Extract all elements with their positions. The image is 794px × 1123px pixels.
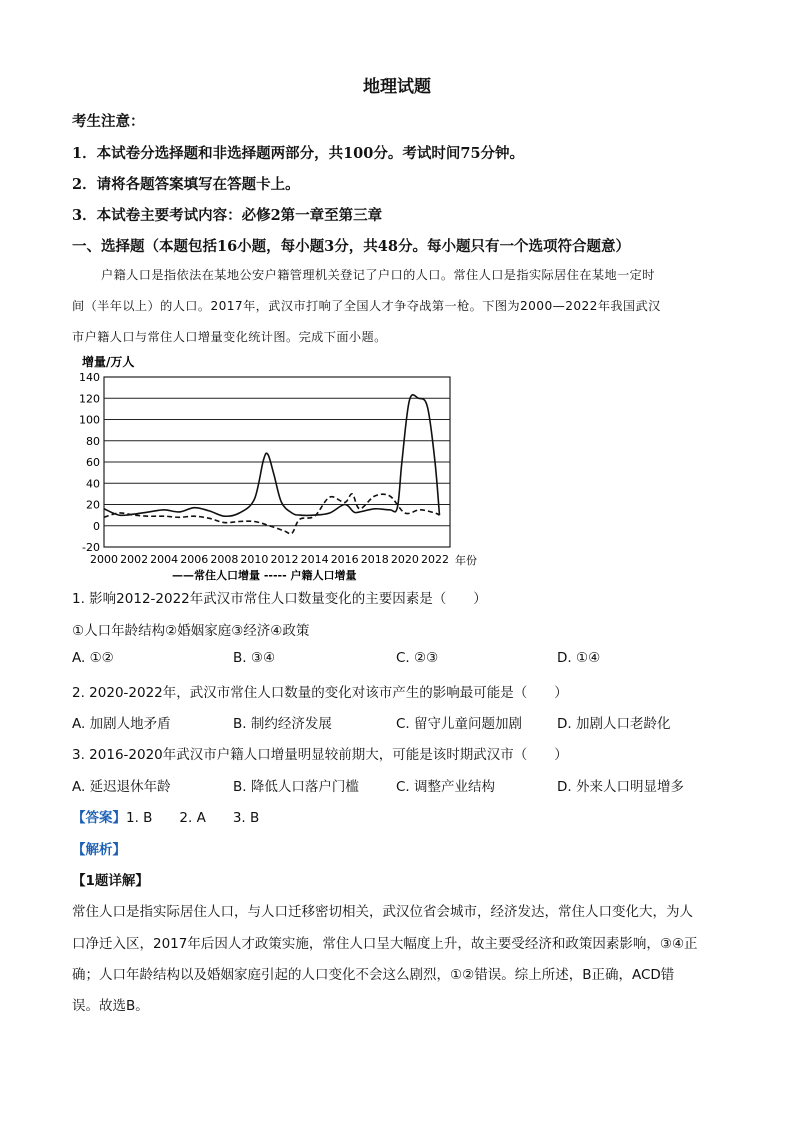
question-3-stem: 3. 2016-2020年武汉市户籍人口增量明显较前期大，可能是该时期武汉市（ ） — [72, 747, 568, 763]
section-heading: 一、选择题（本题包括16小题，每小题3分，共48分。每小题只有一个选项符合题意） — [72, 238, 630, 255]
detail-line: 常住人口是指实际居住人口，与人口迁移密切相关，武汉位省会城市，经济发达，常住人口变化大，为人 — [72, 904, 693, 920]
legend: ——常住人口增量 ----- 户籍人口增量 — [172, 569, 357, 582]
option: A. ①② — [72, 650, 114, 666]
answer-text: 1. B 2. A 3. B — [126, 810, 260, 826]
option: D. 加剧人口老龄化 — [557, 716, 671, 732]
notice-item: 1．本试卷分选择题和非选择题两部分，共100分。考试时间75分钟。 — [72, 145, 525, 162]
y-axis-label: 增量/万人 — [82, 355, 135, 369]
notice-heading: 考生注意： — [72, 113, 145, 130]
answer-tag: 【答案】 — [72, 810, 126, 826]
option: A. 延迟退休年龄 — [72, 779, 171, 795]
option: C. 调整产业结构 — [396, 779, 496, 795]
option: C. ②③ — [396, 650, 439, 666]
intro-line: 市户籍人口与常住人口增量变化统计图。完成下面小题。 — [72, 330, 387, 344]
x-tick-label: 2004 — [150, 553, 179, 566]
detail-line: 口净迁入区，2017年后因人才政策实施，常住人口呈大幅度上升，故主要受经济和政策因素影响，③④正 — [72, 936, 698, 952]
detail-tag: 【1题详解】 — [72, 873, 149, 889]
notice-item: 3．本试卷主要考试内容：必修2第一章至第三章 — [72, 207, 383, 224]
y-tick-label: 0 — [93, 519, 100, 533]
series-line-changzhu — [104, 395, 440, 517]
x-tick-label: 2012 — [270, 553, 299, 566]
option: D. 外来人口明显增多 — [557, 779, 684, 795]
y-tick-label: 20 — [86, 498, 100, 512]
y-tick-label: 120 — [79, 392, 100, 406]
y-tick-label: 40 — [86, 477, 100, 491]
question-1-sub: ①人口年龄结构②婚姻家庭③经济④政策 — [72, 623, 310, 639]
option: B. 降低人口落户门槛 — [233, 779, 359, 795]
series-line-huji — [104, 494, 440, 534]
x-axis-label: 年份 — [455, 554, 477, 567]
y-tick-label: 60 — [86, 456, 100, 469]
x-tick-label: 2010 — [240, 553, 269, 566]
option: A. 加剧人地矛盾 — [72, 716, 171, 732]
option: B. ③④ — [233, 650, 276, 666]
option: B. 制约经济发展 — [233, 716, 332, 732]
page-title: 地理试题 — [363, 77, 431, 97]
population-chart — [60, 352, 490, 582]
y-tick-label: 80 — [86, 434, 100, 448]
x-tick-label: 2000 — [90, 553, 118, 566]
x-tick-label: 2018 — [360, 553, 389, 566]
y-tick-label: 100 — [79, 413, 100, 427]
x-tick-label: 2014 — [300, 553, 329, 566]
detail-line: 误。故选B。 — [72, 998, 149, 1014]
x-tick-label: 2020 — [390, 553, 419, 566]
option: C. 留守儿童问题加剧 — [396, 716, 523, 732]
answer-line — [72, 806, 259, 826]
y-tick-label: -20 — [82, 541, 100, 554]
question-1-stem: 1. 影响2012-2022年武汉市常住人口数量变化的主要因素是（ ） — [72, 591, 487, 607]
analysis-tag: 【解析】 — [72, 842, 126, 858]
x-tick-label: 2022 — [420, 553, 449, 566]
detail-line: 确；人口年龄结构以及婚姻家庭引起的人口变化不会这么剧烈，①②错误。综上所述，B正确，ACD错 — [72, 967, 675, 983]
x-tick-label: 2006 — [180, 553, 209, 566]
option: D. ①④ — [557, 650, 601, 666]
x-tick-label: 2002 — [120, 553, 149, 566]
y-tick-label: 140 — [79, 371, 100, 384]
x-tick-label: 2016 — [330, 553, 359, 566]
intro-line: 户籍人口是指依法在某地公安户籍管理机关登记了户口的人口。常住人口是指实际居住在某地一定时 — [101, 268, 655, 282]
question-2-stem: 2. 2020-2022年，武汉市常住人口数量的变化对该市产生的影响最可能是（ ） — [72, 685, 568, 701]
x-tick-label: 2008 — [210, 553, 239, 566]
notice-item: 2．请将各题答案填写在答题卡上。 — [72, 176, 300, 193]
intro-line: 间（半年以上）的人口。2017年，武汉市打响了全国人才争夺战第一枪。下图为2000—2022年我国武汉 — [72, 299, 661, 313]
